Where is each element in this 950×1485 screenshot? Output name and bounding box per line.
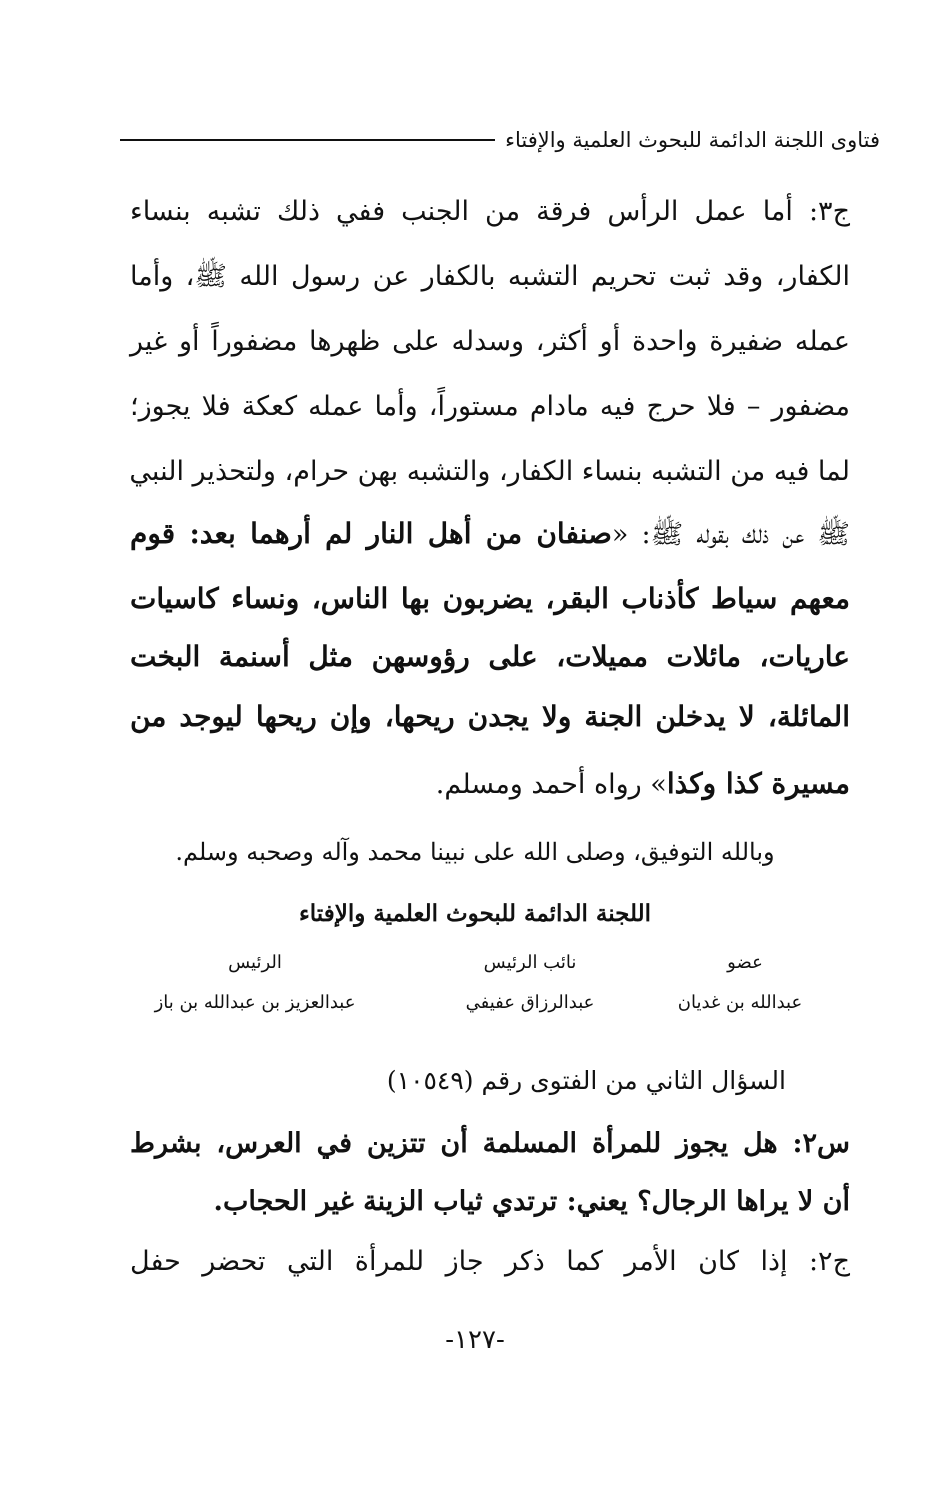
signatory-name-member: عبدالله بن غديان <box>677 992 803 1013</box>
answer1-line-5: لما فيه من التشبه بنساء الكفار، والتشبه بهن حرام، ولتحذير النبي <box>129 456 850 487</box>
hadith-line-3: المائلة، لا يدخلن الجنة ولا يجدن ريحها، وإن ريحها ليوجد من <box>130 700 850 733</box>
hadith-text-end: مسيرة كذا وكذا <box>666 767 850 800</box>
hadith-line-1: معهم سياط كأذناب البقر، يضربون بها الناس، ونساء كاسيات <box>130 582 850 615</box>
page-number: -١٢٧- <box>445 1325 505 1355</box>
committee-name: اللجنة الدائمة للبحوث العلمية والإفتاء <box>298 900 652 927</box>
hadith-intro: ﷺ عن ذلك بقوله ﷺ: « <box>611 519 850 550</box>
signatory-role-vice-president: نائب الرئيس <box>483 952 577 973</box>
header-title: فتاوى اللجنة الدائمة للبحوث العلمية والإفتاء <box>505 128 880 152</box>
question-line-1: س٢: هل يجوز للمرأة المسلمة أن تتزين في العرس، بشرط <box>130 1128 850 1159</box>
hadith-source: » رواه أحمد ومسلم. <box>435 769 667 800</box>
signatory-name-president: عبدالعزيز بن عبدالله بن باز <box>154 992 356 1013</box>
running-header <box>120 118 880 162</box>
answer1-line-2: الكفار، وقد ثبت تحريم التشبه بالكفار عن رسول الله ﷺ، وأما <box>130 261 850 292</box>
signatory-name-vice-president: عبدالرزاق عفيفي <box>465 992 595 1013</box>
hadith-line-2: عاريات، مائلات مميلات، على رؤوسهن مثل أسنمة البخت <box>130 640 850 673</box>
answer1-line-4: مضفور – فلا حرج فيه مادام مستوراً، وأما عمله كعكة فلا يجوز؛ <box>130 391 850 422</box>
closing-line: وبالله التوفيق، وصلى الله على نبينا محمد وآله وصحبه وسلم. <box>175 838 775 866</box>
signatory-role-president: الرئيس <box>228 952 282 973</box>
header-rule <box>120 139 495 141</box>
answer1-line-3: عمله ضفيرة واحدة أو أكثر، وسدله على ظهرها مضفوراً أو غير <box>130 326 850 357</box>
hadith-text-start: صنفان من أهل النار لم أرهما بعد: قوم <box>130 517 612 550</box>
signatory-role-member: عضو <box>727 952 763 973</box>
answer1-line-6 <box>130 517 850 550</box>
question-line-2: أن لا يراها الرجال؟ يعني: ترتدي ثياب الزينة غير الحجاب. <box>213 1186 850 1217</box>
answer1-line-1: ج٣: أما عمل الرأس فرقة من الجنب ففي ذلك تشبه بنساء <box>130 196 850 227</box>
fatwa-reference: السؤال الثاني من الفتوى رقم (١٠٥٤٩) <box>386 1066 786 1095</box>
answer2-line-1: ج٢: إذا كان الأمر كما ذكر جاز للمرأة التي تحضر حفل <box>130 1246 850 1277</box>
answer1-line-10 <box>130 767 850 800</box>
